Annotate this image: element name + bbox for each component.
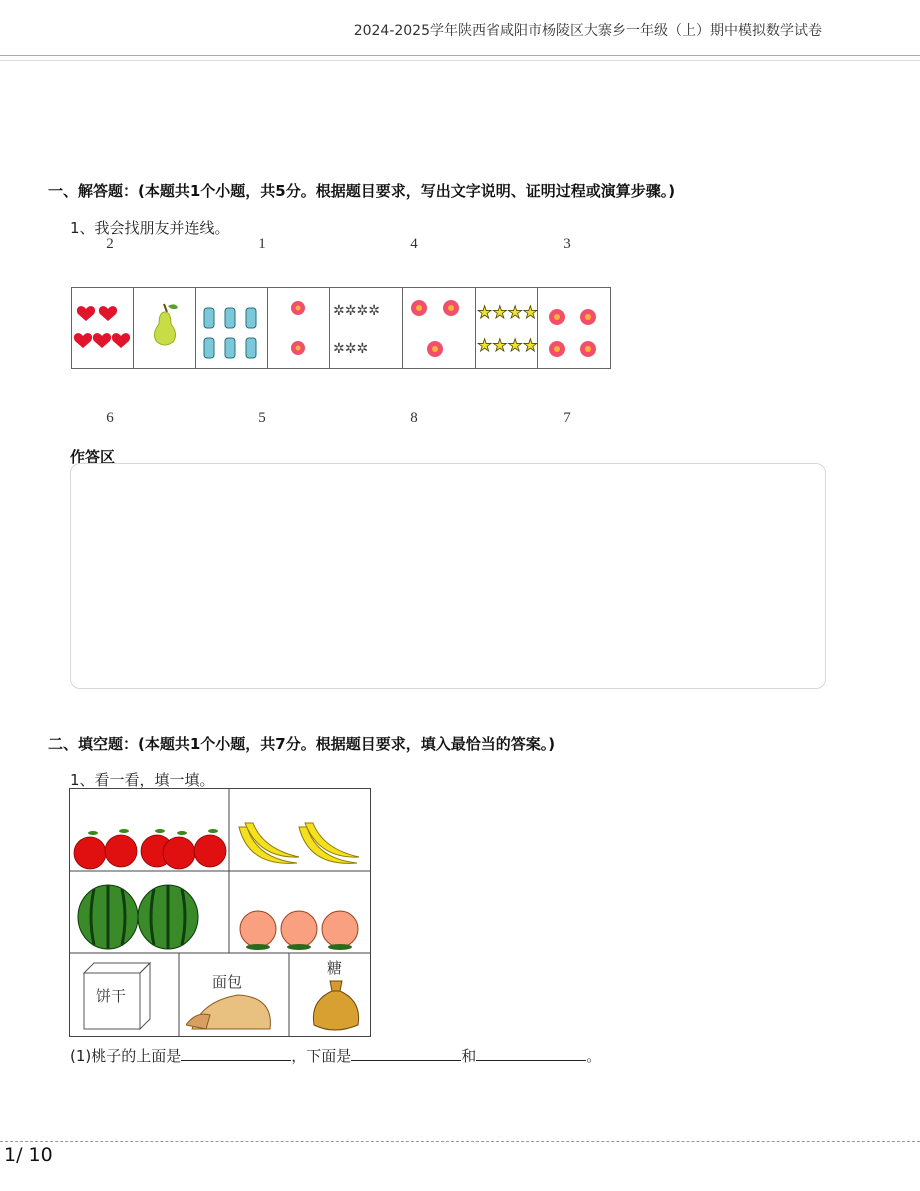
picture-strip bbox=[71, 287, 611, 369]
fill-mid: ，下面是 bbox=[291, 1047, 352, 1065]
candy-bag-icon bbox=[308, 977, 364, 1035]
svg-text:✲✲✲✲: ✲✲✲✲ bbox=[333, 303, 380, 319]
blank-above[interactable] bbox=[181, 1046, 291, 1061]
watermelon-icon bbox=[76, 883, 204, 951]
blank-below-1[interactable] bbox=[351, 1046, 461, 1061]
biscuit-label: 饼干 bbox=[96, 987, 127, 1005]
svg-text:★★★★: ★★★★ bbox=[477, 336, 538, 356]
fill-in-sentence bbox=[70, 1045, 601, 1066]
fill-prefix: (1)桃子的上面是 bbox=[70, 1047, 182, 1065]
answer-area-label: 作答区 bbox=[70, 448, 116, 466]
star-outline-icon bbox=[330, 288, 403, 368]
banana-icon bbox=[235, 819, 363, 871]
footer-rule bbox=[0, 1141, 920, 1142]
heart-icon bbox=[72, 288, 134, 368]
fruit-grid bbox=[69, 788, 371, 1037]
bottom-number-2[interactable]: 5 bbox=[258, 410, 266, 426]
question-1-text: 1、我会找朋友并连线。 bbox=[70, 219, 230, 237]
svg-text:✲✲✲: ✲✲✲ bbox=[333, 341, 369, 357]
cylinder-icon bbox=[196, 288, 268, 368]
bread-label: 面包 bbox=[212, 973, 243, 991]
cell-flowers-4[interactable] bbox=[538, 288, 610, 368]
cell-flowers-2[interactable] bbox=[268, 288, 330, 368]
page-number: 1/ 10 bbox=[4, 1144, 53, 1166]
apple-icon bbox=[71, 825, 229, 871]
candy-label: 糖 bbox=[327, 959, 343, 977]
bottom-number-3[interactable]: 8 bbox=[410, 410, 418, 426]
fill-and: 和 bbox=[461, 1047, 477, 1065]
bottom-number-1[interactable]: 6 bbox=[106, 410, 114, 426]
section-2-title: 二、填空题：(本题共1个小题，共7分。根据题目要求，填入最恰当的答案。) bbox=[48, 735, 556, 753]
top-number-3[interactable]: 4 bbox=[410, 236, 418, 252]
top-number-4[interactable]: 3 bbox=[563, 236, 571, 252]
answer-area[interactable] bbox=[70, 463, 826, 689]
fill-end: 。 bbox=[586, 1047, 602, 1065]
flower-icon bbox=[268, 288, 330, 368]
peach-icon bbox=[238, 907, 360, 951]
header-rule-secondary bbox=[0, 60, 920, 61]
flower-icon bbox=[403, 288, 476, 368]
bread-icon bbox=[186, 989, 276, 1033]
cell-cylinders[interactable] bbox=[196, 288, 268, 368]
cell-stars[interactable] bbox=[476, 288, 538, 368]
header-rule bbox=[0, 55, 920, 56]
cell-hearts[interactable] bbox=[72, 288, 134, 368]
cell-pear[interactable] bbox=[134, 288, 196, 368]
svg-text:★★★★: ★★★★ bbox=[477, 303, 538, 323]
section-1-title: 一、解答题：(本题共1个小题，共5分。根据题目要求，写出文字说明、证明过程或演算步骤。) bbox=[48, 182, 676, 200]
bottom-number-4[interactable]: 7 bbox=[563, 410, 571, 426]
document-header-title: 2024-2025学年陕西省咸阳市杨陵区大寨乡一年级（上）期中模拟数学试卷 bbox=[353, 23, 822, 39]
question-2-text: 1、看一看，填一填。 bbox=[70, 771, 215, 789]
cell-outline-stars[interactable] bbox=[330, 288, 403, 368]
star-icon bbox=[476, 288, 538, 368]
pear-icon bbox=[134, 288, 196, 368]
flower-icon bbox=[538, 288, 610, 368]
blank-below-2[interactable] bbox=[476, 1046, 586, 1061]
cell-flowers-3[interactable] bbox=[403, 288, 476, 368]
top-number-1[interactable]: 2 bbox=[106, 236, 114, 252]
top-number-2[interactable]: 1 bbox=[258, 236, 266, 252]
